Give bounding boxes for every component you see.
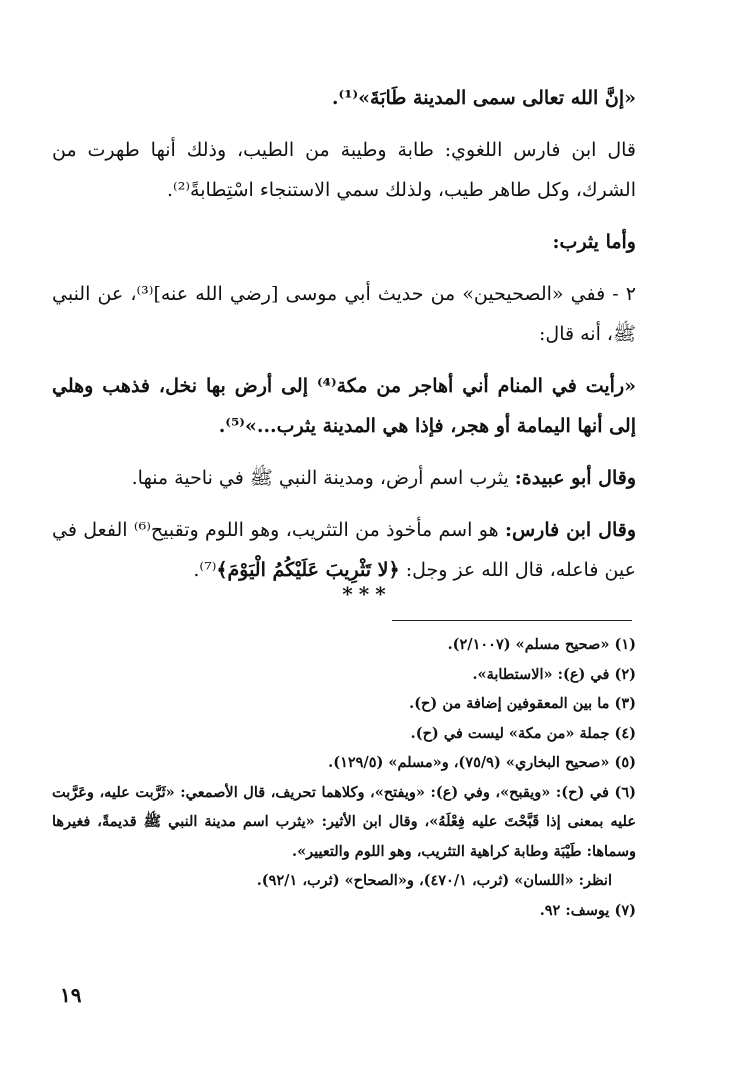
- abu-ubayda-label: وقال أبو عبيدة:: [514, 467, 636, 489]
- footnote-6-see: انظر: «اللسان» (ثرب، ٤٧٠/١)، و«الصحاح» (ثرب، ٩٢/١).: [256, 872, 612, 889]
- paragraph-abu-ubayda: [52, 458, 636, 498]
- footnote-1: (١) «صحيح مسلم» (٢/١٠٠٧).: [447, 636, 636, 653]
- footnote-2: (٢) في (ع): «الاستطابة».: [472, 665, 636, 683]
- footnotes: [52, 630, 636, 925]
- footnote-5: (٥) «صحيح البخاري» (٧٥/٩)، و«مسلم» (١٢٩/٥).: [328, 754, 636, 771]
- footnote-7: (٧) يوسف: ٩٢.: [539, 901, 636, 919]
- paragraph-ibn-faris-taba: قال ابن فارس اللغوي: طابة وطيبة من الطيب، وذلك أنها طهرت من الشرك، وكل طاهر طيب، ولذلك سمي الاستنجاء اسْتِطابةً⁽²⁾.: [52, 139, 636, 201]
- section-separator: ***: [342, 582, 392, 606]
- quote-taba: «إنَّ الله تعالى سمى المدينة طَابَةَ»⁽¹⁾.: [331, 87, 636, 109]
- ibn-faris-text: هو اسم مأخوذ من التثريب، وهو اللوم وتقبيح⁽⁶⁾ الفعل في عين فاعله، قال الله عز وجل:: [52, 519, 636, 581]
- quran-verse: ﴿لا تَثْرِيبَ عَلَيْكُمُ الْيَوْمَ﴾: [216, 559, 400, 581]
- hadith-text: «رأيت في المنام أني أهاجر من مكة⁽⁴⁾ إلى أرض بها نخل، فذهب وهلي إلى أنها اليمامة أو هجر، فإذا هي المدينة يثرب...»⁽⁵⁾.: [52, 375, 636, 437]
- footnote-6: (٦) في (ح): «ويقبح»، وفي (ع): «ويفتح»، وكلاهما تحريف، قال الأصمعي: «ثَرَّبت عليه، وعَرَّبت عليه بمعنى إذا قَبَّحْتَ عليه فِعْلَهُ»، وقال ابن الأثير: «يثرب اسم مدينة النبي ﷺ قديمةً، فغيرها وسماها: طَيْبَة وطابة كراهية التثريب، وهو اللوم والتعيير».: [52, 783, 636, 860]
- abu-ubayda-text: يثرب اسم أرض، ومدينة النبي ﷺ في ناحية منها.: [131, 467, 509, 489]
- paragraph-ibn-faris-yathrib: [52, 510, 636, 590]
- hadith-intro: ٢ - ففي «الصحيحين» من حديث أبي موسى [رضي الله عنه]⁽³⁾، عن النبي ﷺ، أنه قال:: [52, 283, 636, 345]
- heading-yathrib: وأما يثرب:: [552, 231, 636, 253]
- quran-ref-marker: ⁽⁷⁾.: [193, 559, 217, 581]
- footnote-3: (٣) ما بين المعقوفين إضافة من (ح).: [409, 695, 636, 712]
- footnote-divider: [392, 620, 632, 621]
- ibn-faris-label: وقال ابن فارس:: [504, 519, 636, 541]
- page-number: ١٩: [60, 983, 82, 1007]
- footnote-4: (٤) جملة «من مكة» ليست في (ح).: [410, 724, 636, 742]
- main-text: [52, 78, 636, 602]
